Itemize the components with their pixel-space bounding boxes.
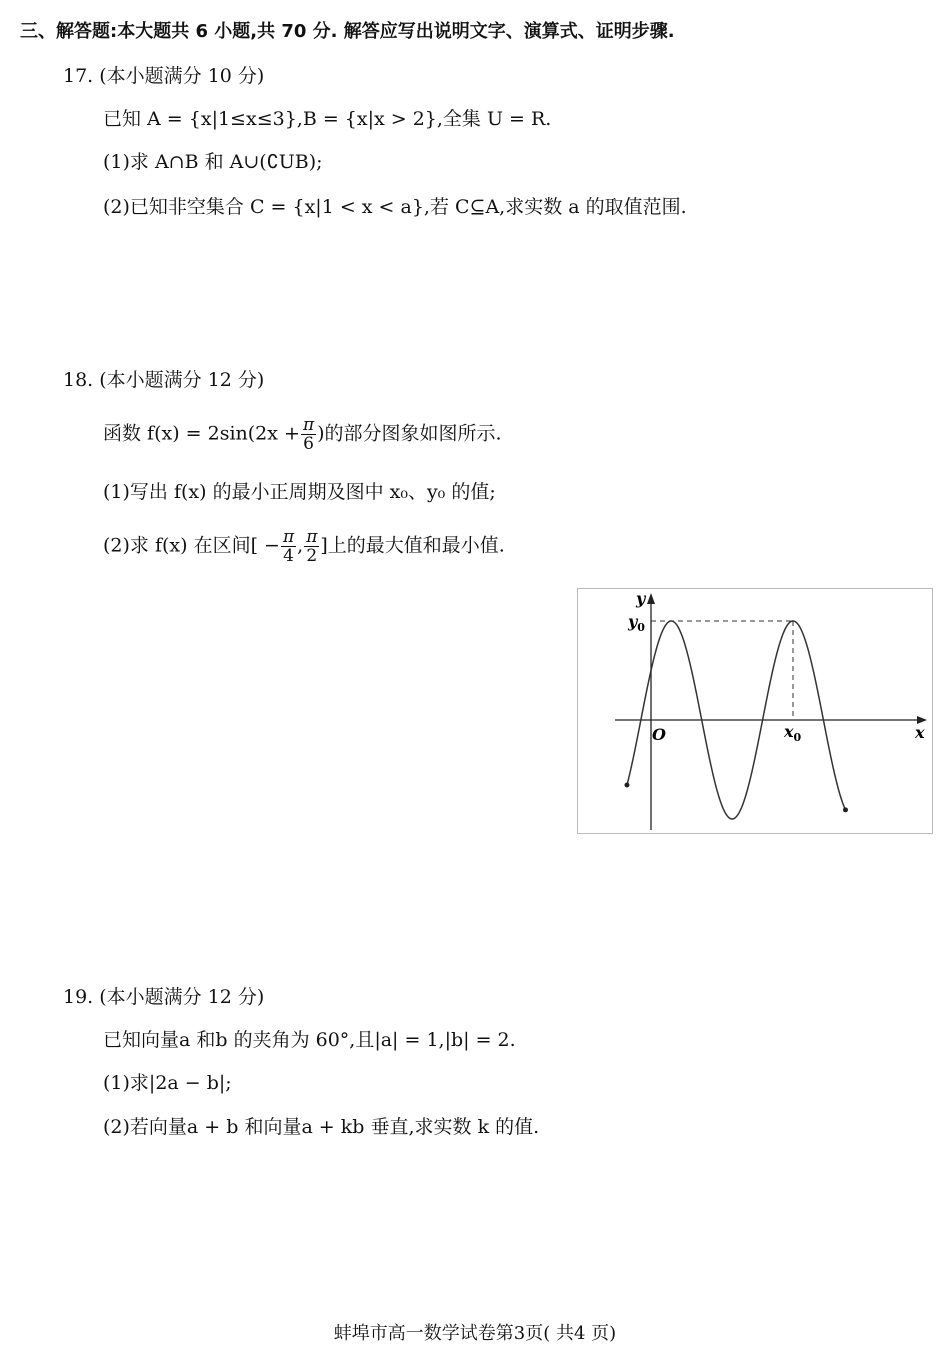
origin-label: O (652, 725, 666, 744)
q19-part2: (2)若向量a + b 和向量a + kb 垂直,求实数 k 的值. (103, 1116, 540, 1138)
fraction-denominator: 2 (306, 546, 318, 566)
q18-title: 18. (本小题满分 12 分) (63, 369, 265, 391)
fraction-numerator: π (306, 527, 318, 547)
y0-subscript: 0 (637, 621, 645, 634)
q18-stem-before: 函数 f(x) = 2sin(2x + (103, 422, 300, 445)
x-axis-label: x (915, 723, 925, 742)
q18-interval-right-fraction (304, 528, 319, 565)
q18-stem-fraction (301, 416, 316, 453)
curve-end-point (843, 807, 848, 812)
q17-stem: 已知 A = {x|1≤x≤3},B = {x|x > 2},全集 U = R. (103, 108, 552, 130)
curve-start-point (624, 783, 629, 788)
q18-interval-left-fraction (281, 528, 296, 565)
page-footer: 蚌埠市高一数学试卷第3页( 共4 页) (333, 1323, 617, 1344)
fraction-denominator: 4 (283, 546, 294, 566)
fraction-numerator: π (282, 527, 295, 547)
fraction-numerator: π (302, 415, 315, 435)
x0-letter: x (784, 722, 794, 741)
q17-part1: (1)求 A∩B 和 A∪(∁UB); (103, 151, 323, 173)
q19-part1: (1)求|2a − b|; (103, 1072, 232, 1094)
sine-graph (577, 588, 933, 834)
q18-part2-after: ]上的最大值和最小值. (320, 534, 505, 557)
section-header: 三、解答题:本大题共 6 小题,共 70 分. 解答应写出说明文字、演算式、证明步骤. (20, 21, 675, 42)
x0-subscript: 0 (793, 731, 802, 744)
y0-letter: y (628, 612, 638, 631)
q17-part2: (2)已知非空集合 C = {x|1 < x < a},若 C⊆A,求实数 a 的取值范围. (103, 196, 687, 218)
q18-stem (103, 416, 502, 453)
fraction-denominator: 6 (303, 434, 314, 454)
q18-interval-comma: , (297, 534, 304, 557)
q19-title: 19. (本小题满分 12 分) (63, 986, 265, 1008)
q18-part2 (103, 528, 505, 565)
y-axis-label: y (636, 589, 646, 608)
q18-part1: (1)写出 f(x) 的最小正周期及图中 x₀、y₀ 的值; (103, 481, 496, 503)
q19-stem: 已知向量a 和b 的夹角为 60°,且|a| = 1,|b| = 2. (103, 1029, 516, 1051)
q18-stem-after: )的部分图象如图所示. (317, 422, 502, 445)
q18-part2-before: (2)求 f(x) 在区间[ − (103, 534, 280, 557)
q17-title: 17. (本小题满分 10 分) (63, 65, 265, 87)
